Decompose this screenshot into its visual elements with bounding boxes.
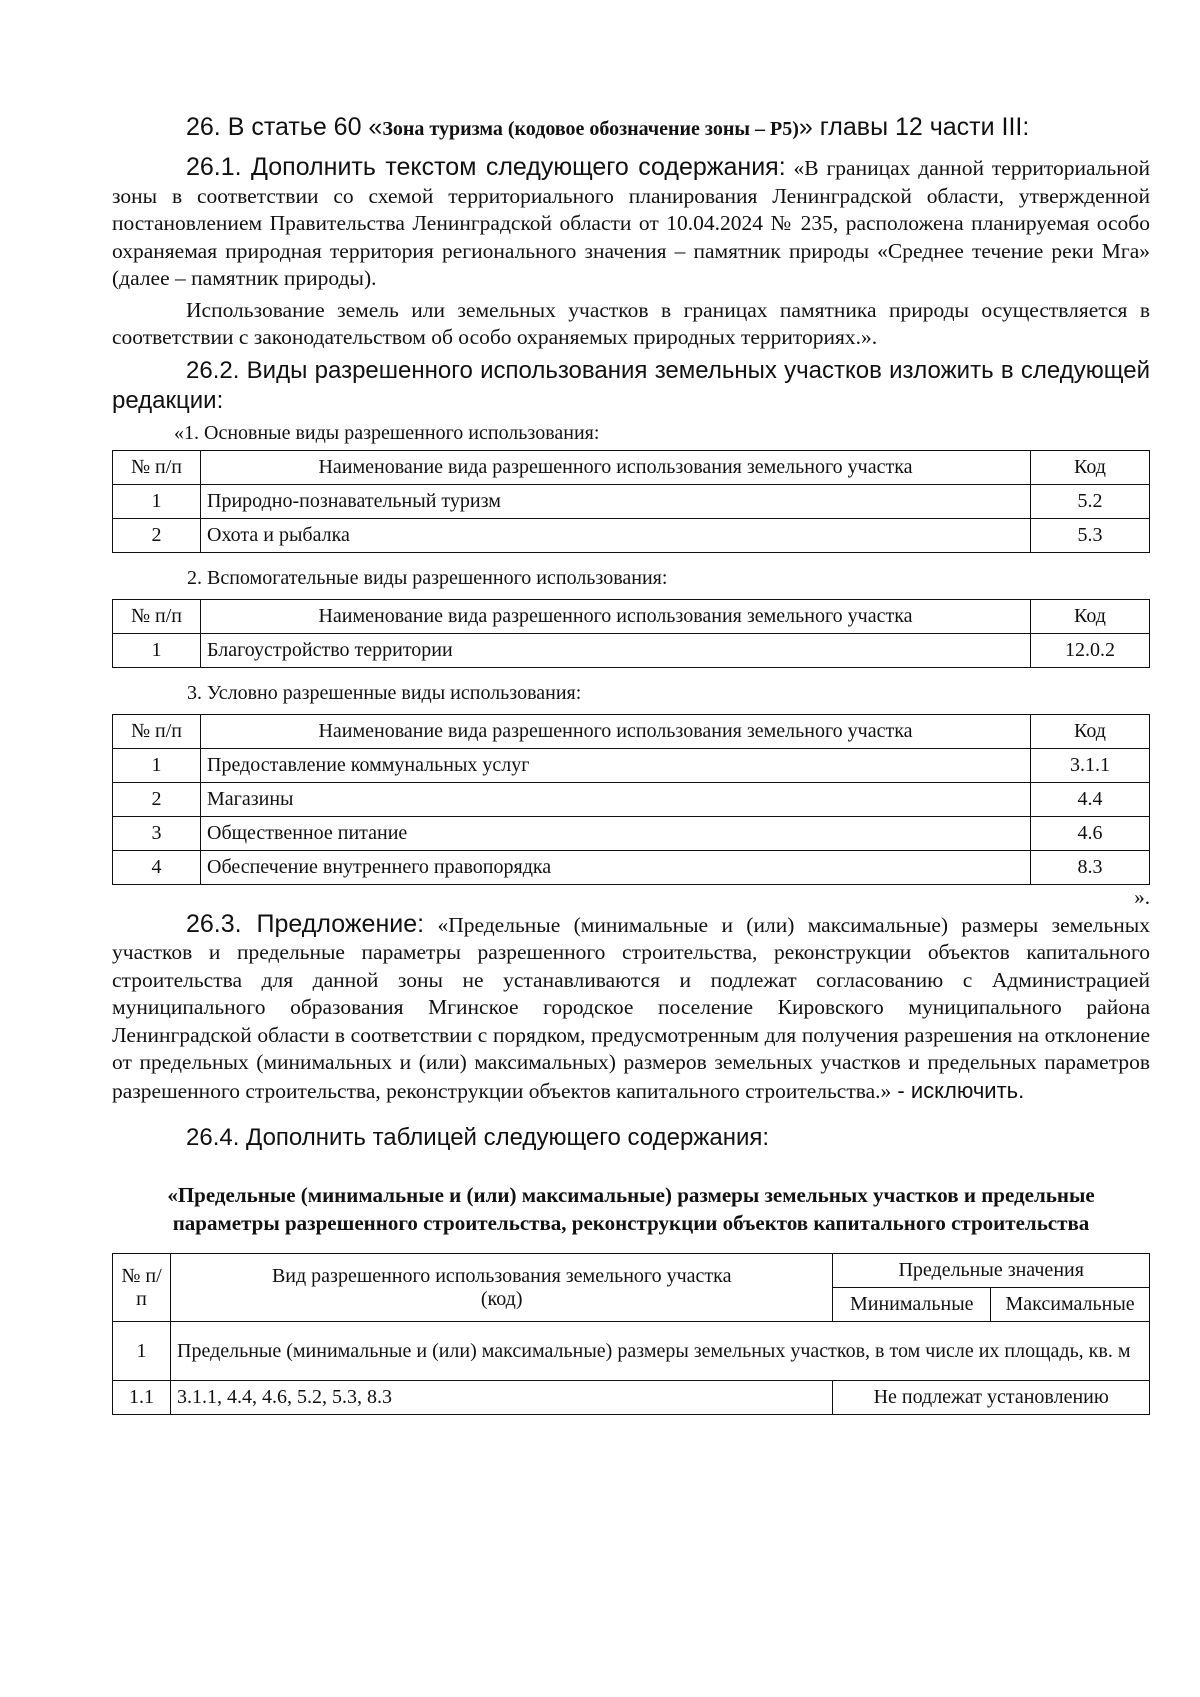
- row-num: 2: [113, 782, 201, 816]
- row-code: 4.6: [1031, 816, 1150, 850]
- table-row: [113, 484, 1150, 518]
- row-name: Обеспечение внутреннего правопорядка: [201, 850, 1031, 884]
- section-26-4-lead: 26.4. Дополнить таблицей следующего содержания:: [186, 1124, 770, 1151]
- limits-header-values: Предельные значения: [833, 1254, 1150, 1288]
- table-2-caption: 2. Вспомогательные виды разрешенного использования:: [187, 566, 668, 589]
- closing-quote: ».: [1134, 884, 1150, 909]
- limits-row-text: Предельные (минимальные и (или) максимальные) размеры земельных участков, в том числе их площадь, кв. м: [171, 1322, 1150, 1381]
- row-name: Природно-познавательный туризм: [201, 484, 1031, 518]
- header-code: Код: [1031, 599, 1150, 633]
- section-26-3-text: «Предельные (минимальные и (или) максимальные) размеры земельных участков и предельные параметры разрешенного строительства, реконструкции объектов капитального строительства для данной зоны не устанавливаются и подлежат согласованию с Администрацией муниципального образования Мгинское городское поселение Кировского муниципального района Ленинградской области в соответствии с порядком, предусмотренным для получения разрешения на отклонение от предельных (минимальных и (или) максимальных) размеров земельных участков и предельных параметров разрешенного строительства, реконструкции объектов капитального строительства.»: [112, 912, 1151, 1103]
- row-num: 2: [113, 518, 201, 552]
- row-num: 1: [113, 633, 201, 667]
- section-26-1-text: «В границах данной территориальной зоны в соответствии со схемой территориального планирования Ленинградской области, утвержденной постановлением Правительства Ленинградской области от 10.04.2024 № 235, расположена планируемая особо охраняемая природная территория регионального значения – памятник природы «Среднее течение реки Мга» (далее – памятник природы).: [112, 156, 1150, 290]
- header-name: Наименование вида разрешенного использования земельного участка: [201, 450, 1031, 484]
- section-26-1-paragraph-2: Использование земель или земельных участков в границах памятника природы осуществляется в соответствии с законодательством об особо охраняемых природных территориях.».: [112, 297, 1150, 349]
- limits-header-num: № п/п: [113, 1254, 171, 1322]
- section-26-3-lead: 26.3. Предложение:: [186, 909, 425, 938]
- table-row: [113, 850, 1150, 884]
- limits-row-num: 1.1: [113, 1381, 171, 1415]
- row-num: 4: [113, 850, 201, 884]
- row-name: Охота и рыбалка: [201, 518, 1031, 552]
- row-code: 4.4: [1031, 782, 1150, 816]
- heading-post: » главы 12 части III:: [798, 113, 1030, 141]
- table-row: [113, 782, 1150, 816]
- table-3-caption: 3. Условно разрешенные виды использования:: [187, 681, 582, 704]
- table-header-row: [113, 599, 1150, 633]
- row-name: Общественное питание: [201, 816, 1031, 850]
- header-name: Наименование вида разрешенного использования земельного участка: [201, 714, 1031, 748]
- row-code: 12.0.2: [1031, 633, 1150, 667]
- section-26-1-lead: 26.1. Дополнить текстом следующего содержания:: [186, 153, 786, 181]
- limits-row-value: Не подлежат установлению: [833, 1381, 1150, 1415]
- limits-table: [112, 1253, 1150, 1415]
- table-row: [113, 748, 1150, 782]
- row-num: 1: [113, 484, 201, 518]
- row-num: 1: [113, 748, 201, 782]
- header-num: № п/п: [113, 714, 201, 748]
- row-name: Благоустройство территории: [201, 633, 1031, 667]
- header-num: № п/п: [113, 450, 201, 484]
- limits-header-row-1: [113, 1254, 1150, 1288]
- row-num: 3: [113, 816, 201, 850]
- table-header-row: [113, 450, 1150, 484]
- header-num: № п/п: [113, 599, 201, 633]
- table-main-uses: [112, 450, 1150, 553]
- heading-pre: 26. В статье 60 «: [186, 113, 383, 141]
- header-code: Код: [1031, 714, 1150, 748]
- limits-header-min: Минимальные: [833, 1288, 991, 1322]
- table-1-caption: «1. Основные виды разрешенного использования:: [174, 421, 600, 444]
- section-26-heading: [112, 110, 1150, 146]
- section-26-1-paragraph: [112, 154, 1150, 293]
- row-name: Магазины: [201, 782, 1031, 816]
- table-row: [113, 518, 1150, 552]
- header-code: Код: [1031, 450, 1150, 484]
- limits-table-title: «Предельные (минимальные и (или) максимальные) размеры земельных участков и предельные параметры разрешенного строительства, реконструкции объектов капитального строительства: [167, 1183, 1095, 1235]
- document-page: [112, 110, 1150, 1415]
- table-auxiliary-uses: [112, 599, 1150, 668]
- limits-header-kind: Вид разрешенного использования земельного участка (код): [171, 1254, 833, 1322]
- limits-row-codes: 3.1.1, 4.4, 4.6, 5.2, 5.3, 8.3: [171, 1381, 833, 1415]
- section-26-3-exclude: - исключить.: [891, 1077, 1025, 1103]
- section-26-2-lead: 26.2. Виды разрешенного использования земельных участков изложить в следующей редакции:: [112, 356, 1150, 414]
- row-code: 3.1.1: [1031, 748, 1150, 782]
- section-26-3-paragraph: [112, 911, 1150, 1106]
- table-header-row: [113, 714, 1150, 748]
- heading-zone-name: Зона туризма (кодовое обозначение зоны – Р5): [382, 118, 799, 140]
- row-name: Предоставление коммунальных услуг: [201, 748, 1031, 782]
- table-row: [113, 816, 1150, 850]
- limits-header-max: Максимальные: [991, 1288, 1150, 1322]
- row-code: 5.2: [1031, 484, 1150, 518]
- table-conditional-uses: [112, 714, 1150, 885]
- limits-row-1-1: [113, 1381, 1150, 1415]
- header-name: Наименование вида разрешенного использования земельного участка: [201, 599, 1031, 633]
- row-code: 8.3: [1031, 850, 1150, 884]
- table-row: [113, 633, 1150, 667]
- limits-row-1: [113, 1322, 1150, 1381]
- limits-row-num: 1: [113, 1322, 171, 1381]
- row-code: 5.3: [1031, 518, 1150, 552]
